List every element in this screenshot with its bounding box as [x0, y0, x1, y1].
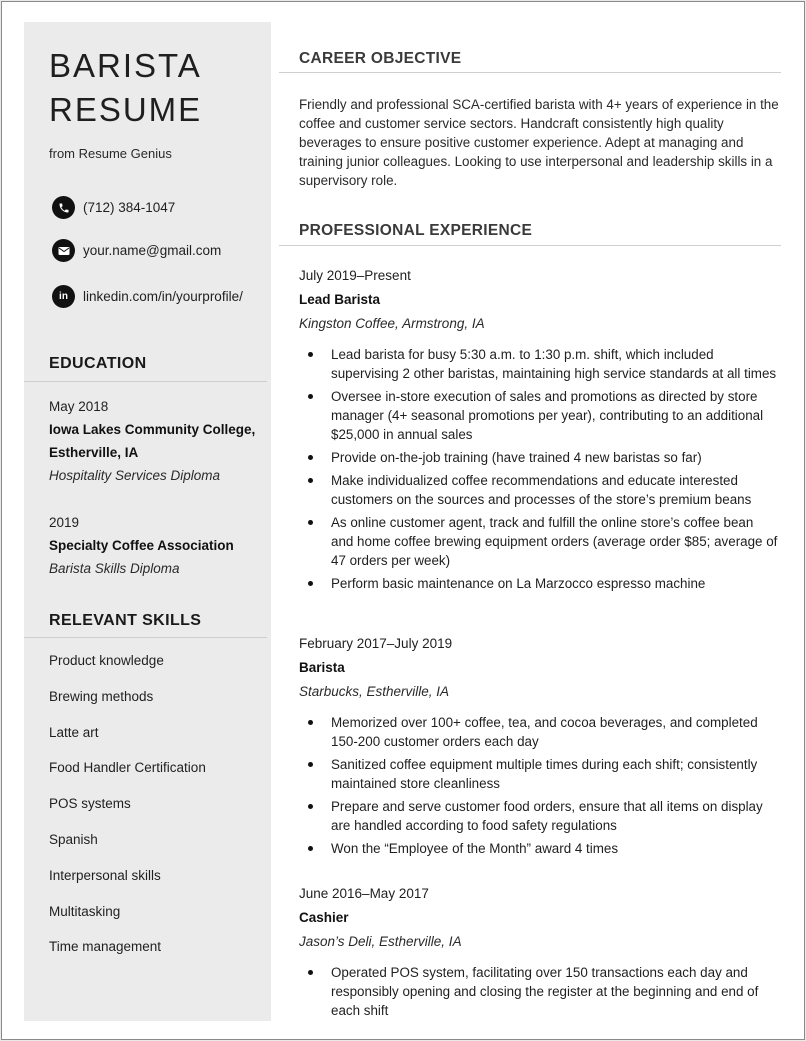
job-entry	[299, 267, 779, 597]
bullet-icon	[308, 720, 313, 725]
job-bullet-text: Perform basic maintenance on La Marzocco espresso machine	[331, 576, 706, 591]
job-bullet-text: Lead barista for busy 5:30 a.m. to 1:30 p.m. shift, which included supervising 2 other baristas, maintaining high service standards at all times	[331, 347, 777, 381]
experience-heading: PROFESSIONAL EXPERIENCE	[299, 222, 533, 239]
job-bullet	[299, 471, 779, 509]
bullet-icon	[308, 455, 313, 460]
skill-item: Interpersonal skills	[49, 867, 161, 883]
job-bullet	[299, 574, 779, 593]
resume-page	[1, 1, 805, 1040]
job-bullet-text: Provide on-the-job training (have trained 4 new baristas so far)	[331, 450, 702, 465]
contact-linkedin-text[interactable]: linkedin.com/in/yourprofile/	[83, 289, 243, 304]
job-bullet	[299, 513, 779, 570]
job-dates: June 2016–May 2017	[299, 886, 429, 901]
job-bullet	[299, 963, 779, 1020]
job-bullet-text: Make individualized coffee recommendations and educate interested customers on the sources and processes of the store’s premium beans	[331, 473, 752, 507]
bullet-icon	[308, 581, 313, 586]
job-title: Lead Barista	[299, 292, 381, 307]
job-bullet-text: Prepare and serve customer food orders, ensure that all items on display are handled according to food safety regulations	[331, 799, 763, 833]
education-date: 2019	[49, 515, 80, 530]
job-bullet	[299, 797, 779, 835]
bullet-icon	[308, 478, 313, 483]
job-bullet-text: Oversee in-store execution of sales and promotions as directed by store manager (4+ seasonal promotions per year), contributing to an additional $25,000 in annual sales	[331, 389, 764, 442]
skill-item: Latte art	[49, 724, 99, 740]
job-bullet	[299, 839, 779, 858]
contact-phone	[52, 196, 175, 219]
job-title: Cashier	[299, 910, 349, 925]
job-bullets	[299, 713, 779, 858]
email-icon	[52, 239, 75, 262]
job-entry	[299, 635, 779, 862]
education-degree: Barista Skills Diploma	[49, 561, 180, 576]
resume-title	[49, 44, 202, 132]
bullet-icon	[308, 762, 313, 767]
contact-phone-text: (712) 384-1047	[83, 200, 176, 215]
resume-title-line2: RESUME	[49, 91, 203, 128]
contact-linkedin	[52, 285, 243, 308]
job-company: Starbucks, Estherville, IA	[299, 684, 450, 699]
skills-list	[49, 652, 206, 974]
job-dates: February 2017–July 2019	[299, 636, 453, 651]
job-dates: July 2019–Present	[299, 268, 411, 283]
skill-item: Multitasking	[49, 903, 121, 919]
experience-divider	[279, 245, 781, 246]
skill-item: Food Handler Certification	[49, 760, 206, 776]
job-bullet-text: Operated POS system, facilitating over 150 transactions each day and responsibly opening and closing the register at the beginning and end of each shift	[331, 965, 759, 1018]
education-item	[49, 511, 234, 580]
education-divider	[24, 381, 267, 382]
skill-item: POS systems	[49, 796, 131, 812]
sidebar	[24, 22, 271, 1021]
job-title: Barista	[299, 660, 345, 675]
skill-item: Product knowledge	[49, 653, 164, 668]
job-bullets	[299, 345, 779, 593]
bullet-icon	[308, 394, 313, 399]
job-bullet-text: Memorized over 100+ coffee, tea, and cocoa beverages, and completed 150-200 customer orders each day	[331, 715, 758, 749]
job-company: Jason’s Deli, Estherville, IA	[299, 934, 462, 949]
job-entry	[299, 885, 779, 1024]
objective-divider	[279, 72, 781, 73]
education-school: Iowa Lakes Community College,	[49, 422, 256, 437]
objective-text: Friendly and professional SCA-certified barista with 4+ years of experience in the coffee and customer service sectors. Handcraft consistently high quality beverages to ensure positive customer experience. Adept at managing and training junior colleagues. Looking to use interpersonal and leadership skills in a supervisory role.	[299, 97, 779, 188]
skills-divider	[24, 637, 267, 638]
education-school: Specialty Coffee Association	[49, 538, 234, 553]
resume-title-line1: BARISTA	[49, 47, 202, 84]
contact-email	[52, 239, 221, 262]
job-bullet	[299, 755, 779, 793]
job-bullet-text: As online customer agent, track and fulfill the online store’s coffee bean and home coffee brewing equipment orders (average order $85; average of 47 orders per week)	[331, 515, 778, 568]
skill-item: Brewing methods	[49, 688, 154, 704]
job-bullet	[299, 448, 779, 467]
job-bullet	[299, 713, 779, 751]
skill-item: Spanish	[49, 831, 98, 847]
education-item	[49, 395, 255, 487]
bullet-icon	[308, 970, 313, 975]
job-bullet	[299, 387, 779, 444]
job-company: Kingston Coffee, Armstrong, IA	[299, 316, 485, 331]
job-bullet-text: Sanitized coffee equipment multiple times during each shift; consistently maintained store cleanliness	[331, 757, 758, 791]
education-degree: Hospitality Services Diploma	[49, 468, 221, 483]
contact-email-text[interactable]: your.name@gmail.com	[83, 243, 222, 258]
skill-item: Time management	[49, 939, 162, 955]
bullet-icon	[308, 846, 313, 851]
job-bullet	[299, 345, 779, 383]
resume-source: from Resume Genius	[49, 146, 172, 161]
education-school-location: Estherville, IA	[49, 445, 139, 460]
bullet-icon	[308, 520, 313, 525]
bullet-icon	[308, 352, 313, 357]
skills-heading: RELEVANT SKILLS	[49, 612, 202, 629]
education-heading: EDUCATION	[49, 355, 147, 372]
bullet-icon	[308, 804, 313, 809]
education-date: May 2018	[49, 399, 109, 414]
job-bullet-text: Won the “Employee of the Month” award 4 times	[331, 841, 619, 856]
phone-icon	[52, 196, 75, 219]
linkedin-icon: in	[52, 285, 75, 308]
job-bullets	[299, 963, 779, 1020]
objective-heading: CAREER OBJECTIVE	[299, 50, 462, 67]
